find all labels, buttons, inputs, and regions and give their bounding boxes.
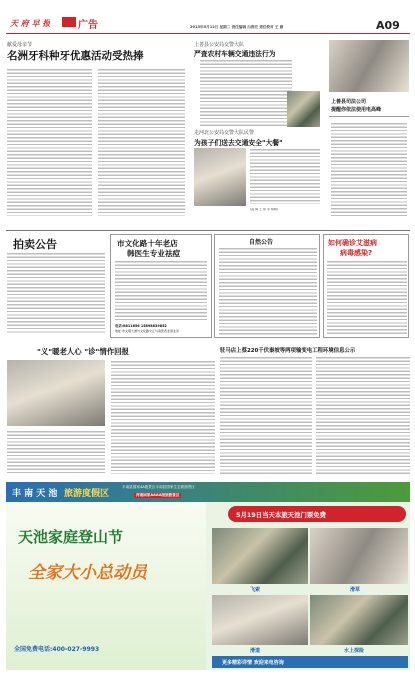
dental-article xyxy=(7,38,185,228)
right-ad-body xyxy=(331,122,407,218)
banner-brand-2: 旅游度假区 xyxy=(64,489,110,499)
dental-title: 名洲牙科种牙优惠活动受热捧 xyxy=(7,50,144,62)
masthead-section-bar xyxy=(62,17,76,27)
banner-photo-zipline xyxy=(212,528,308,584)
volunteer-photo xyxy=(7,360,105,426)
right-ad xyxy=(329,40,409,230)
env-body-col1 xyxy=(220,356,312,476)
volunteer-article xyxy=(7,342,215,478)
aids-body xyxy=(327,260,407,336)
environment-notice xyxy=(220,342,410,478)
shop-phone: 电话:8811856 15898839852 xyxy=(115,324,167,328)
right-ad-photo xyxy=(329,40,409,92)
auction-body xyxy=(7,252,105,334)
banner-label-slide: 滑道 xyxy=(250,648,261,654)
notice-body xyxy=(219,247,317,335)
notice-title: 自然公告 xyxy=(249,239,274,246)
traffic-article xyxy=(192,38,322,228)
volunteer-body xyxy=(111,360,215,474)
banner-label-zipline: 飞索 xyxy=(250,587,261,593)
dental-body-col2 xyxy=(98,68,185,216)
banner-subtitle: 全家大小总动员 xyxy=(28,563,147,583)
traffic-photo-caption: (高 梅 王 艳 李 婷婷) xyxy=(250,208,279,211)
volunteer-title: "义"暖老人心 "诊"情作回报 xyxy=(37,347,129,356)
masthead-logo: 天 府 早 报 xyxy=(10,19,51,28)
banner-more: 更多精彩详情 欢迎来电咨询 xyxy=(222,660,284,666)
shop-body xyxy=(115,260,207,320)
section-rule-1 xyxy=(6,230,410,231)
banner-label-water: 水上探险 xyxy=(344,648,365,654)
banner-slogan: 丰南县国家4A级景区丰南县国家生态旅游景区 xyxy=(122,485,196,489)
auction-notice xyxy=(7,234,107,338)
right-ad-divider xyxy=(329,116,409,117)
banner-date-badge: 5月19日当天本旅天池门票免费 xyxy=(236,511,327,519)
banner-hotline: 全国免费电话:400-027-9993 xyxy=(14,646,100,653)
dateline: 2015年5月12日 星期二 责任编辑 白春宏 责任校对 王 婕 xyxy=(190,25,284,29)
shop-ad xyxy=(110,234,212,338)
traffic-title-2: 为孩子们送去交通安全"大餐" xyxy=(194,139,283,147)
traffic-subtitle: 上善县公安局交警大队 xyxy=(194,42,245,48)
banner-label-grass: 滑草 xyxy=(350,587,361,593)
banner-photo-slide xyxy=(212,595,308,645)
volunteer-caption xyxy=(7,430,105,474)
traffic-photo xyxy=(287,91,320,127)
banner-ribbon: 河南国家AAAA级旅游景区 xyxy=(136,493,180,497)
school-photo xyxy=(194,148,246,206)
tourism-banner xyxy=(6,482,410,670)
masthead-rule xyxy=(6,33,410,34)
section-title: 广告 xyxy=(78,20,98,31)
aids-title-2: 病毒感染? xyxy=(340,249,373,257)
shop-address: 地址:市文明大道与文化路交汇与南医西北商业旁 xyxy=(115,329,180,333)
env-title: 驻马店上蔡220千伏秦坡等两项输变电工程环境信息公示 xyxy=(220,348,356,354)
dental-kicker: 献爱母亲节 xyxy=(7,42,33,48)
banner-brand-1: 丰 南 天 池 xyxy=(12,489,58,499)
right-ad-line1: 上善县司法公司 xyxy=(331,99,367,105)
env-body-col2 xyxy=(316,356,410,476)
traffic-body xyxy=(200,59,292,127)
dental-body-col1 xyxy=(7,68,92,216)
banner-main-title: 天池家庭登山节 xyxy=(18,528,124,546)
auction-title: 拍卖公告 xyxy=(13,238,57,251)
right-ad-line2: 提醒你依法使用电高峰 xyxy=(331,107,382,113)
shop-title-1: 市文化路十年老店 xyxy=(117,239,178,248)
aids-title-1: 如何确诊艾滋病 xyxy=(328,239,377,247)
banner-photo-grass xyxy=(310,528,408,584)
banner-photo-water xyxy=(310,595,408,645)
aids-article xyxy=(323,234,409,338)
traffic-title: 严查农村车辆交通违法行为 xyxy=(194,50,276,58)
masthead xyxy=(0,0,415,36)
traffic-body-2 xyxy=(250,148,320,204)
shop-title-2: 韩医生专业祛痘 xyxy=(127,249,181,258)
page-number: A09 xyxy=(376,19,400,32)
traffic-subtitle-2: 走河北公安局交警大队民警 xyxy=(194,130,255,136)
public-notice xyxy=(214,234,320,338)
